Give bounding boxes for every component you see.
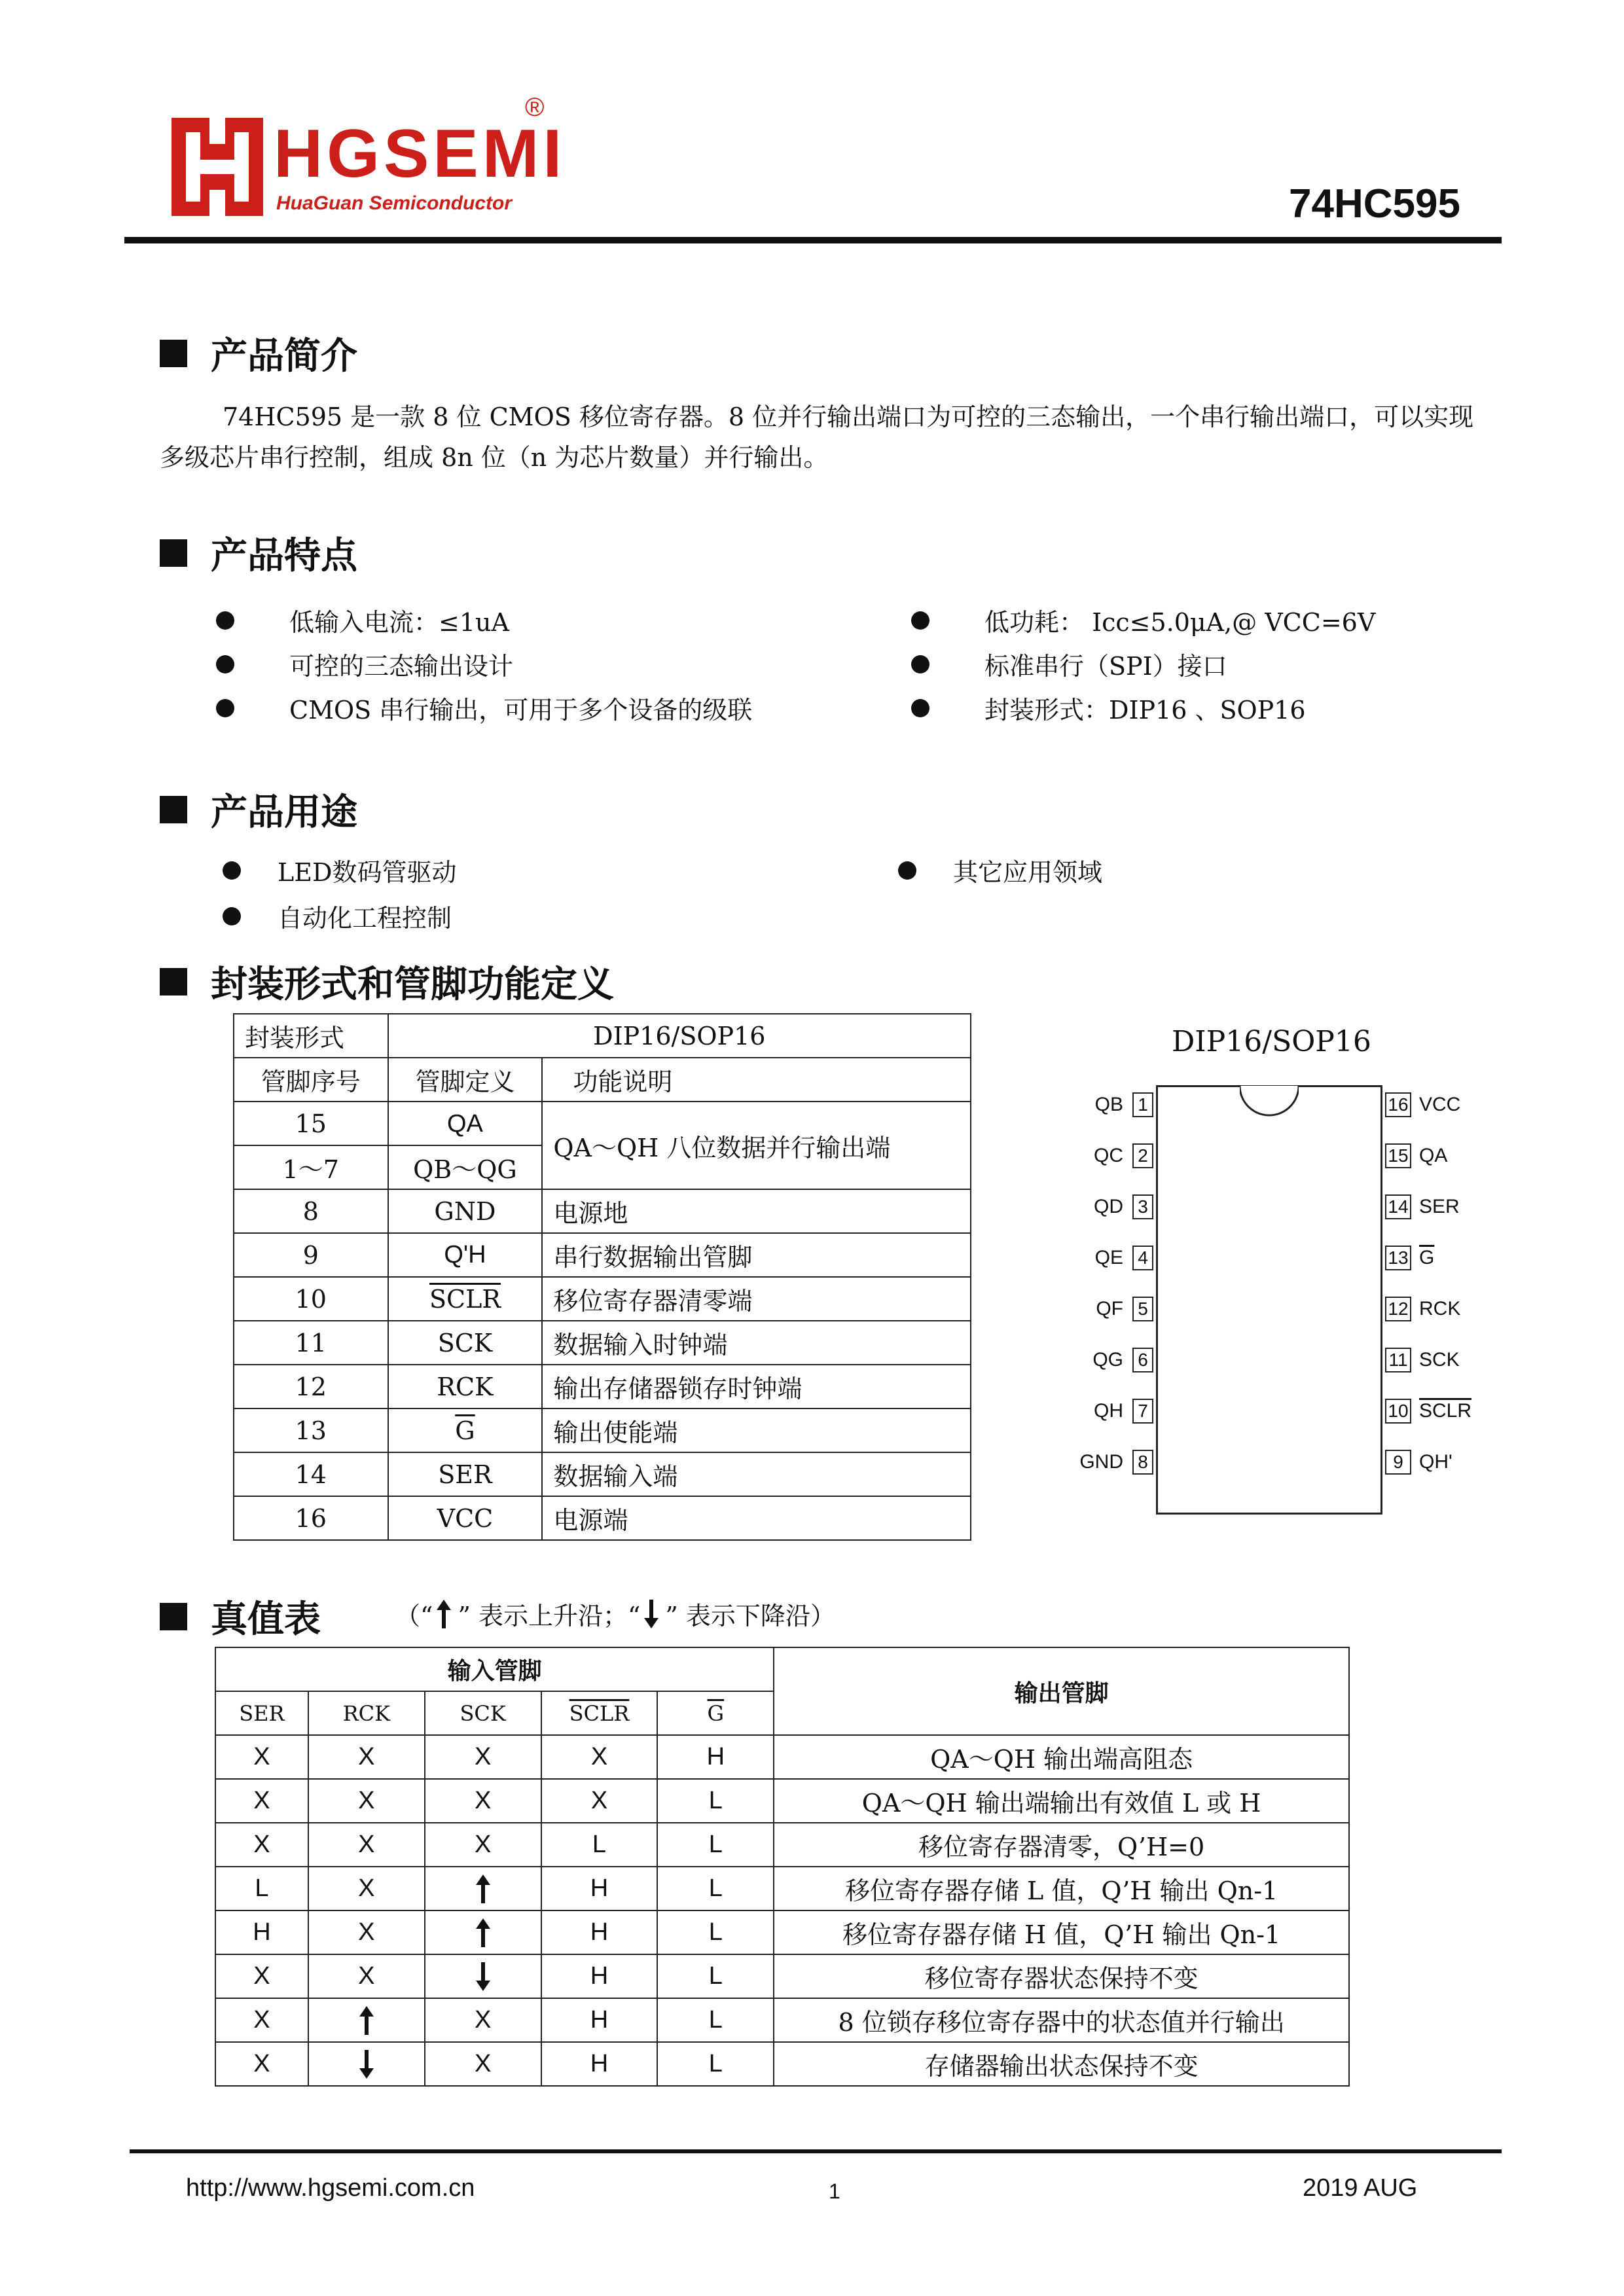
truth-cell-ser: X (215, 1954, 308, 1998)
table-row (234, 1408, 971, 1452)
truth-heading: 真值表 (160, 1590, 321, 1643)
truth-cell-g: L (657, 1954, 774, 1998)
truth-cell-rck: X (308, 1867, 425, 1910)
pinout-heading: 封装形式和管脚功能定义 (160, 956, 614, 1008)
bullet-icon (911, 699, 929, 717)
pin-label: QH' (1419, 1451, 1453, 1473)
falling-edge-icon (358, 2048, 375, 2081)
edge-legend: （“ ” 表示上升沿；“ ” 表示下降沿） (395, 1596, 835, 1632)
pin-label: SCLR (1419, 1400, 1472, 1422)
table-row (234, 1452, 971, 1496)
intro-text: 74HC595 是一款 8 位 CMOS 移位寄存器。8 位并行输出端口为可控的三态输出，一个串行输出端口，可以实现多级芯片串行控制，组成 8n 位（n 为芯片数量）并行输出。 (160, 403, 1474, 472)
truth-cell-sck: X (425, 1779, 541, 1823)
truth-cell-ser: X (215, 1735, 308, 1779)
application-item: 其它应用领域 (898, 852, 1102, 888)
pin-number-box: 8 (1132, 1450, 1153, 1475)
table-row (234, 1014, 971, 1058)
ic-package (1156, 1085, 1382, 1515)
pin-number: 10 (234, 1277, 388, 1321)
table-row (215, 1954, 1349, 1998)
pin-number-box: 6 (1132, 1348, 1153, 1372)
pin-number-box: 16 (1385, 1092, 1411, 1117)
truth-cell-sck (425, 1867, 541, 1910)
pin-name: SCLR (388, 1277, 543, 1321)
feature-item: 标准串行（SPI）接口 (911, 646, 1227, 682)
diagram-title: DIP16/SOP16 (1172, 1025, 1371, 1058)
pin-description: 电源地 (542, 1189, 971, 1233)
pin-label: SCK (1419, 1349, 1460, 1371)
table-row (234, 1102, 971, 1145)
pin-label: QD (1094, 1196, 1123, 1217)
pin-number-box: 14 (1385, 1194, 1411, 1219)
package-pin (1047, 1296, 1156, 1322)
truth-cell-g: L (657, 1867, 774, 1910)
col-header: SCLR (541, 1691, 658, 1735)
pin-number-box: 12 (1385, 1297, 1411, 1321)
truth-cell-ser: L (215, 1867, 308, 1910)
truth-output: QA～QH 输出端输出有效值 L 或 H (774, 1779, 1349, 1823)
table-row (234, 1496, 971, 1540)
package-pin (1047, 1347, 1156, 1373)
registered-mark: ® (525, 93, 545, 122)
truth-cell-rck: X (308, 1910, 425, 1954)
table-row (215, 1647, 1349, 1691)
table-row (215, 1823, 1349, 1867)
feature-item: 可控的三态输出设计 (216, 646, 513, 682)
pin1-notch-icon (1240, 1085, 1299, 1117)
input-header: 输入管脚 (215, 1647, 774, 1691)
pin-label: QG (1092, 1349, 1123, 1371)
pin-name: $\overline{G}$ (388, 1408, 543, 1452)
part-number: 74HC595 (1289, 181, 1460, 226)
applications-heading: 产品用途 (160, 783, 357, 836)
table-row (215, 1735, 1349, 1779)
square-bullet-icon (160, 796, 187, 823)
truth-cell-rck: X (308, 1779, 425, 1823)
col-header: $\overline{G}$ (657, 1691, 774, 1735)
col-header: RCK (308, 1691, 425, 1735)
truth-cell-rck: X (308, 1823, 425, 1867)
pin-name: Q'H (388, 1233, 543, 1277)
pin-label: GND (1079, 1451, 1123, 1473)
package-pin (1382, 1245, 1434, 1271)
truth-cell-sclr: H (541, 1954, 658, 1998)
truth-output: 移位寄存器状态保持不变 (774, 1954, 1349, 1998)
truth-cell-rck (308, 2042, 425, 2086)
package-pin (1382, 1449, 1453, 1475)
pin-name: QA (388, 1102, 543, 1145)
package-pin (1382, 1143, 1447, 1169)
rising-edge-icon (475, 1916, 492, 1949)
falling-edge-icon (643, 1598, 660, 1630)
rising-edge-icon (475, 1873, 492, 1905)
pin-label: SER (1419, 1196, 1460, 1217)
pin-number-box: 15 (1385, 1143, 1411, 1168)
truth-cell-g: L (657, 1910, 774, 1954)
pin-number: 11 (234, 1321, 388, 1365)
pin-number-box: 4 (1132, 1246, 1153, 1270)
truth-cell-ser: X (215, 1998, 308, 2042)
pin-number: 16 (234, 1496, 388, 1540)
truth-output: QA～QH 输出端高阻态 (774, 1735, 1349, 1779)
pin-number-box: 2 (1132, 1143, 1153, 1168)
feature-item: 封装形式：DIP16 、SOP16 (911, 690, 1306, 726)
pin-name: QB～QG (388, 1145, 543, 1189)
pin-number-box: 9 (1385, 1450, 1411, 1475)
package-label: 封装形式 (234, 1014, 388, 1058)
truth-cell-sclr: H (541, 2042, 658, 2086)
pin-description: 输出使能端 (542, 1408, 971, 1452)
pin-label: $\overline{G}$ (1419, 1247, 1435, 1268)
square-bullet-icon (160, 1603, 187, 1630)
application-item: LED数码管驱动 (223, 852, 456, 888)
pin-definition-table (233, 1013, 971, 1541)
rising-edge-icon (358, 2004, 375, 2037)
intro-heading: 产品简介 (160, 327, 357, 380)
col-header: 管脚序号 (234, 1058, 388, 1102)
pin-label: QF (1096, 1298, 1123, 1319)
table-row (234, 1277, 971, 1321)
bullet-icon (223, 907, 241, 925)
truth-cell-rck (308, 1998, 425, 2042)
pin-number: 12 (234, 1365, 388, 1408)
falling-edge-icon (475, 1960, 492, 1993)
pin-label: RCK (1419, 1298, 1461, 1319)
truth-cell-sclr: H (541, 1867, 658, 1910)
truth-cell-rck: X (308, 1735, 425, 1779)
truth-output: 移位寄存器存储 L 值，Q’H 输出 Qn-1 (774, 1867, 1349, 1910)
truth-cell-ser: X (215, 1823, 308, 1867)
table-row (215, 1779, 1349, 1823)
table-row (234, 1189, 971, 1233)
truth-cell-sck (425, 1910, 541, 1954)
package-pin (1047, 1092, 1156, 1118)
bullet-icon (223, 861, 241, 880)
pin-name: SER (388, 1452, 543, 1496)
brand-subtitle: HuaGuan Semiconductor (276, 192, 513, 214)
pin-label: QE (1094, 1247, 1123, 1268)
pin-description: 串行数据输出管脚 (542, 1233, 971, 1277)
table-row (234, 1058, 971, 1102)
pin-description: 数据输入时钟端 (542, 1321, 971, 1365)
truth-cell-sck: X (425, 1735, 541, 1779)
truth-cell-g: L (657, 1779, 774, 1823)
table-row (215, 2042, 1349, 2086)
footer-url[interactable]: http://www.hgsemi.com.cn (186, 2174, 475, 2202)
table-row (234, 1321, 971, 1365)
package-pin (1047, 1398, 1156, 1424)
col-header: SCK (425, 1691, 541, 1735)
pin-number-box: 1 (1132, 1092, 1153, 1117)
bullet-icon (911, 655, 929, 673)
features-heading: 产品特点 (160, 527, 357, 579)
table-row (215, 1910, 1349, 1954)
truth-cell-ser: X (215, 2042, 308, 2086)
pin-label: VCC (1419, 1094, 1461, 1115)
truth-cell-sclr: X (541, 1779, 658, 1823)
package-pin (1382, 1194, 1460, 1220)
bullet-icon (911, 611, 929, 630)
table-row (234, 1233, 971, 1277)
pin-description: 输出存储器锁存时钟端 (542, 1365, 971, 1408)
package-pin (1047, 1245, 1156, 1271)
pin-description: QA～QH 八位数据并行输出端 (542, 1102, 971, 1189)
bullet-icon (216, 699, 234, 717)
pin-number: 9 (234, 1233, 388, 1277)
package-pin (1382, 1092, 1460, 1118)
output-header: 输出管脚 (774, 1647, 1349, 1735)
col-header: 管脚定义 (388, 1058, 543, 1102)
truth-cell-sck (425, 1954, 541, 1998)
truth-output: 移位寄存器存储 H 值，Q’H 输出 Qn-1 (774, 1910, 1349, 1954)
feature-item: 低输入电流：≤1uA (216, 602, 509, 638)
truth-cell-sclr: H (541, 1910, 658, 1954)
square-bullet-icon (160, 539, 187, 567)
table-row (215, 1867, 1349, 1910)
pin-label: QC (1094, 1145, 1123, 1166)
pin-number: 15 (234, 1102, 388, 1145)
pin-number-box: 5 (1132, 1297, 1153, 1321)
pin-description: 电源端 (542, 1496, 971, 1540)
pin-name: SCK (388, 1321, 543, 1365)
pin-description: 数据输入端 (542, 1452, 971, 1496)
table-row (234, 1365, 971, 1408)
truth-cell-sclr: X (541, 1735, 658, 1779)
company-logo (171, 118, 263, 216)
square-bullet-icon (160, 968, 187, 996)
footer-rule (130, 2149, 1502, 2153)
pin-number-box: 3 (1132, 1194, 1153, 1219)
application-item: 自动化工程控制 (223, 898, 452, 934)
footer-date: 2019 AUG (1303, 2174, 1418, 2202)
truth-cell-rck: X (308, 1954, 425, 1998)
package-pin (1382, 1347, 1460, 1373)
pin-name: GND (388, 1189, 543, 1233)
truth-cell-g: L (657, 1823, 774, 1867)
pin-label: QH (1094, 1400, 1123, 1422)
pin-label: QA (1419, 1145, 1448, 1166)
pin-number-box: 13 (1385, 1246, 1411, 1270)
feature-item: 低功耗： Icc≤5.0μA,@ VCC=6V (911, 602, 1375, 638)
bullet-icon (216, 611, 234, 630)
pin-name: VCC (388, 1496, 543, 1540)
truth-cell-g: H (657, 1735, 774, 1779)
package-value: DIP16/SOP16 (388, 1014, 971, 1058)
package-pin (1047, 1194, 1156, 1220)
pin-description: 移位寄存器清零端 (542, 1277, 971, 1321)
package-pin (1382, 1296, 1460, 1322)
truth-cell-sck: X (425, 1823, 541, 1867)
page-number: 1 (829, 2179, 840, 2203)
truth-output: 8 位锁存移位寄存器中的状态值并行输出 (774, 1998, 1349, 2042)
truth-cell-sclr: H (541, 1998, 658, 2042)
pin-number: 1～7 (234, 1145, 388, 1189)
square-bullet-icon (160, 340, 187, 367)
truth-output: 存储器输出状态保持不变 (774, 2042, 1349, 2086)
truth-cell-ser: X (215, 1779, 308, 1823)
truth-cell-sclr: L (541, 1823, 658, 1867)
bullet-icon (216, 655, 234, 673)
pin-number: 8 (234, 1189, 388, 1233)
feature-item: CMOS 串行输出，可用于多个设备的级联 (216, 690, 752, 726)
pin-number-box: 7 (1132, 1399, 1153, 1424)
truth-cell-g: L (657, 2042, 774, 2086)
rising-edge-icon (435, 1598, 452, 1630)
col-header: SER (215, 1691, 308, 1735)
truth-output: 移位寄存器清零，Q’H=0 (774, 1823, 1349, 1867)
pin-number: 14 (234, 1452, 388, 1496)
pin-number-box: 10 (1385, 1399, 1411, 1424)
pin-name: RCK (388, 1365, 543, 1408)
col-header: 功能说明 (542, 1058, 971, 1102)
truth-cell-g: L (657, 1998, 774, 2042)
brand-name: HGSEMI (274, 116, 566, 192)
package-pin (1047, 1143, 1156, 1169)
package-pin (1047, 1449, 1156, 1475)
truth-cell-sck: X (425, 2042, 541, 2086)
truth-table (215, 1647, 1350, 2087)
table-row (215, 1998, 1349, 2042)
truth-cell-ser: H (215, 1910, 308, 1954)
truth-cell-sck: X (425, 1998, 541, 2042)
header-rule (124, 237, 1502, 243)
pin-number: 13 (234, 1408, 388, 1452)
bullet-icon (898, 861, 916, 880)
pin-label: QB (1094, 1094, 1123, 1115)
pin-number-box: 11 (1385, 1348, 1411, 1372)
package-pin (1382, 1398, 1471, 1424)
